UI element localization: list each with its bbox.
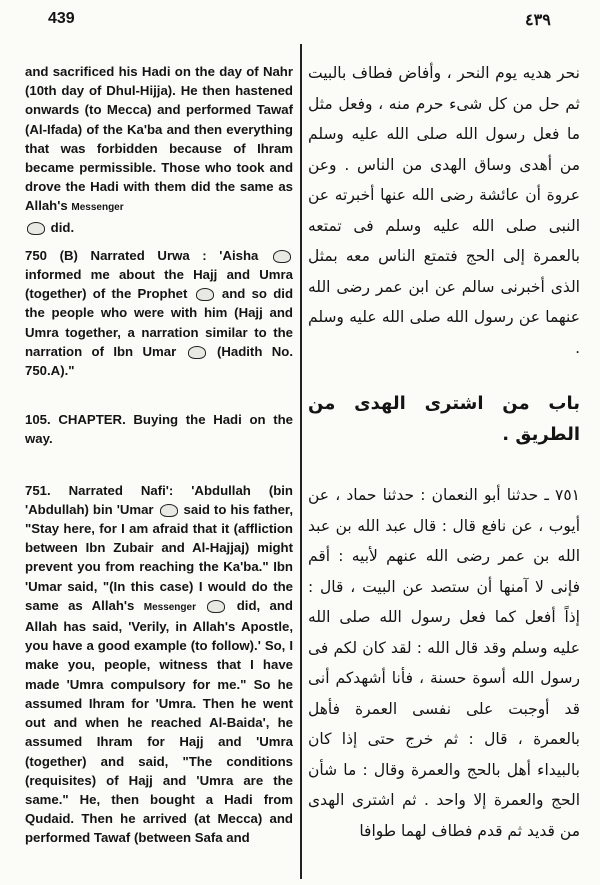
english-text: and so did the people who were with him (Hajj and Umra together, a narration similar to the narration of Ibn Umar	[25, 286, 294, 359]
english-paragraph-1	[25, 62, 293, 237]
pbuh-seal-icon	[188, 346, 206, 359]
english-text: informed me about the Hajj and Umra (together) of the Prophet	[25, 267, 293, 302]
english-text: (Hadith No. 750.A)."	[25, 343, 293, 379]
page-number-right: ٤٣٩	[525, 10, 551, 29]
english-column	[25, 62, 293, 857]
english-paragraph-3	[25, 481, 293, 848]
chapter-heading: 105. CHAPTER. Buying the Hadi on the way.	[25, 412, 293, 447]
pbuh-seal-icon	[207, 600, 225, 613]
english-text: said to his father, "Stay here, for I am afraid that it (affliction between Ibn Zubair and Al-Hajjaj) might prevent you from reaching the Ka'ba." Ibn 'Umar said, "(In this case) I would do the same as Allah's	[25, 501, 293, 613]
pbuh-seal-icon	[273, 250, 291, 263]
messenger-label: Messenger	[143, 601, 196, 613]
arabic-paragraph-1: نحر هديه يوم النحر ، وأفاض فطاف بالبيت ثم حل من كل شىء حرم منه ، وفعل مثل ما فعل رسول الله صلى الله عليه وسلم من أهدى وساق الهدى من الناس . وعن عروة أن عائشة رضى الله عنها أخبرته عن النبى صلى الله عليه وسلم فى تمتعه بالعمرة إلى الحج فتمتع الناس معه بمثل الذى أخبرنى سالم عن ابن عمر رضى الله عنهما عن رسول الله صلى الله عليه وسلم .	[308, 64, 580, 357]
english-text: 751. Narrated Nafi': 'Abdullah (bin 'Abdullah) bin 'Umar	[25, 482, 293, 517]
pbuh-seal-icon	[160, 504, 178, 517]
english-paragraph-2	[25, 246, 293, 380]
english-text: did, and Allah has said, 'Verily, in Allah's Apostle, you have a good example (to follow).' So, I make you, people, witness that I have made 'Umra compulsory for me." So he assumed Ihram for 'Umra. Then he went out and when he reached Al-Baida', he assumed Ihram for Hajj and 'Umra (together) and said, "The conditions (requisites) of Hajj and 'Umra are the same." He, then bought a Hadi from Qudaid. Then he arrived (at Mecca) and performed Tawaf (between Safa and	[25, 597, 293, 846]
column-divider	[300, 44, 302, 879]
english-text: did.	[50, 219, 75, 235]
pbuh-seal-icon	[27, 222, 45, 235]
arabic-chapter-heading: باب من اشترى الهدى من الطريق .	[308, 393, 580, 445]
arabic-paragraph-2: ٧٥١ ـ حدثنا أبو النعمان : حدثنا حماد ، عن أيوب ، عن نافع قال : قال عبد الله بن عبد الله بن عمر رضى الله عنهم لأبيه : أقم فإنى لا آمنها أن ستصد عن البيت ، قال : إذاً أفعل كما فعل رسول الله صلى الله عليه وسلم وقد قال الله : لقد كان لكم فى رسول الله أسوة حسنة ، فأنا أشهدكم أنى قد أوجبت على نفسى العمرة فأهل بالعمرة ، قال : ثم خرج حتى إذا كان بالبيداء أهل بالحج والعمرة وقال : ما شأن الحج والعمرة إلا واحد . ثم اشترى الهدى من قديد ثم قدم فطاف لهما طوافا	[308, 486, 580, 840]
english-text: 750 (B) Narrated Urwa : 'Aisha	[25, 247, 259, 263]
page-number-left: 439	[48, 10, 75, 27]
arabic-column	[308, 58, 580, 856]
english-text: and sacrificed his Hadi on the day of Nahr (10th day of Dhul-Hijja). He then hastened onwards (to Mecca) and performed Tawaf (Al-Ifada) of the Ka'ba and then everything that was forbidden because of Ihram became permissible. Those who took and drove the Hadi with them did the same as Allah's	[25, 64, 293, 214]
pbuh-seal-icon	[196, 288, 214, 301]
messenger-label: Messenger	[71, 202, 124, 214]
